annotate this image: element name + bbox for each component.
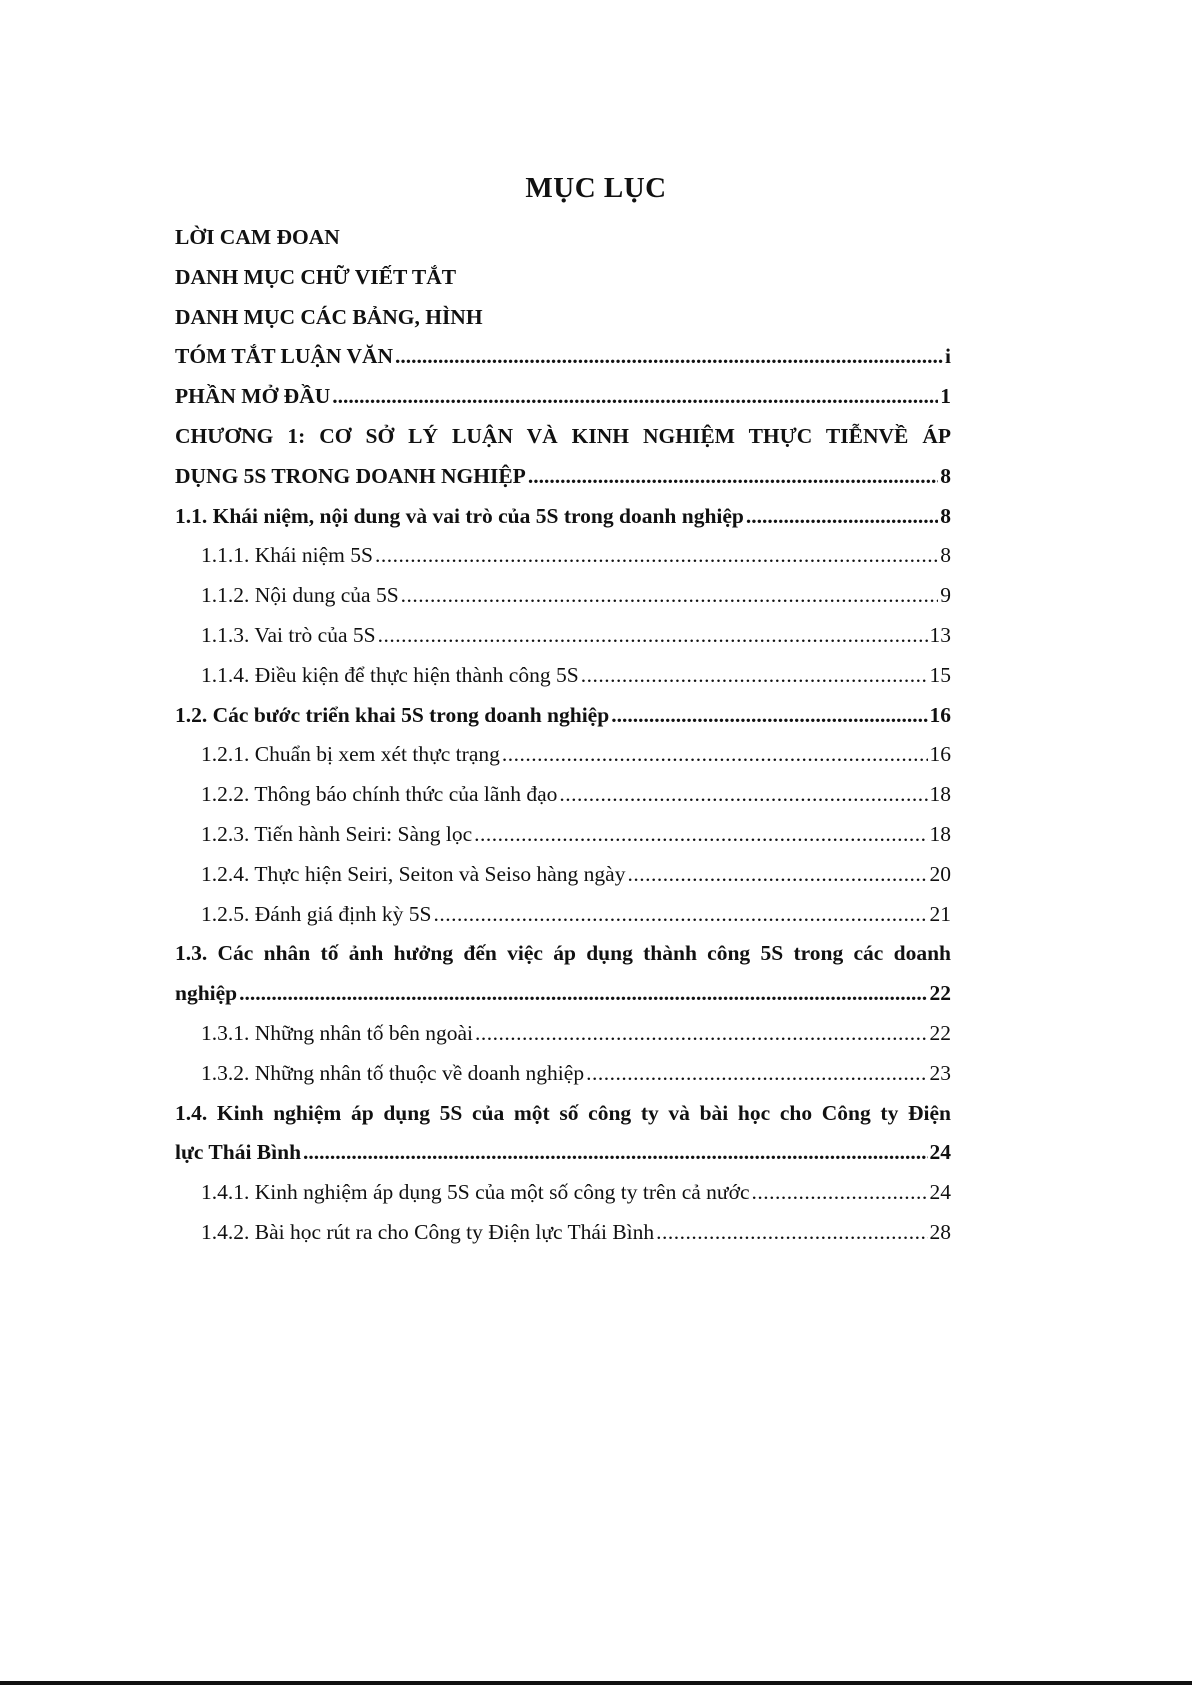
toc-entry-1-1-1[interactable] bbox=[175, 536, 951, 576]
toc-entry-chuong-1[interactable] bbox=[175, 417, 951, 457]
toc-page-number: 8 bbox=[940, 503, 951, 528]
toc-entry-label: 1.2.5. Đánh giá định kỳ 5S bbox=[201, 901, 432, 926]
toc-entry-1-4-1[interactable] bbox=[175, 1173, 951, 1213]
toc-entry-1-1[interactable] bbox=[175, 497, 951, 537]
toc-entry-label: 1.2.1. Chuẩn bị xem xét thực trạng bbox=[201, 742, 500, 767]
toc-entry-label: 1.1. Khái niệm, nội dung và vai trò của 5S trong doanh nghiệp bbox=[175, 503, 744, 528]
leader-dots bbox=[751, 1173, 927, 1213]
leader-dots bbox=[475, 1014, 927, 1054]
leader-dots bbox=[434, 895, 928, 935]
toc-entry-1-2-1[interactable] bbox=[175, 735, 951, 775]
toc-entry-label: 1.1.1. Khái niệm 5S bbox=[201, 543, 373, 568]
toc-entry-label: 1.2. Các bước triển khai 5S trong doanh nghiệp bbox=[175, 702, 610, 727]
toc-entry-danh-muc-bang-hinh[interactable] bbox=[175, 298, 951, 338]
toc-page-number: 24 bbox=[929, 1140, 951, 1165]
toc-entry-1-4[interactable] bbox=[175, 1094, 951, 1134]
toc-entry-label: 1.1.3. Vai trò của 5S bbox=[201, 622, 376, 647]
toc-page-number: 8 bbox=[940, 543, 951, 568]
toc-entry-label: 1.1.2. Nội dung của 5S bbox=[201, 583, 399, 608]
toc-entry-phan-mo-dau[interactable] bbox=[175, 377, 951, 417]
toc-entry-label: 1.1.4. Điều kiện để thực hiện thành công 5S bbox=[201, 662, 579, 687]
page-title: MỤC LỤC bbox=[525, 172, 667, 204]
toc-entry-label: 1.2.3. Tiến hành Seiri: Sàng lọc bbox=[201, 821, 473, 846]
toc-entry-label: 1.3. Các nhân tố ảnh hưởng đến việc áp dụng thành công 5S trong các doanh bbox=[175, 941, 951, 966]
toc-entry-1-2-3[interactable] bbox=[175, 815, 951, 855]
toc-entry-danh-muc-chu-viet-tat[interactable] bbox=[175, 258, 951, 298]
leader-dots bbox=[303, 1133, 927, 1173]
leader-dots bbox=[239, 974, 927, 1014]
toc-page-number: 9 bbox=[940, 583, 951, 608]
bottom-border bbox=[0, 1681, 1192, 1685]
leader-dots bbox=[586, 1054, 927, 1094]
toc-page-number: 1 bbox=[940, 384, 951, 409]
leader-dots bbox=[611, 696, 927, 736]
toc-entry-tom-tat[interactable] bbox=[175, 337, 951, 377]
toc-page-number: 23 bbox=[929, 1060, 951, 1085]
toc-page-number: 13 bbox=[929, 622, 951, 647]
toc-entry-1-2-4[interactable] bbox=[175, 855, 951, 895]
leader-dots bbox=[474, 815, 927, 855]
toc-entry-label: nghiệp bbox=[175, 981, 238, 1006]
toc-page-number: 22 bbox=[929, 981, 951, 1006]
table-of-contents bbox=[175, 218, 951, 1253]
toc-entry-label: TÓM TẮT LUẬN VĂN bbox=[175, 344, 394, 369]
toc-page-number: 24 bbox=[929, 1180, 951, 1205]
leader-dots bbox=[401, 576, 939, 616]
toc-entry-1-1-4[interactable] bbox=[175, 656, 951, 696]
toc-page-number: 21 bbox=[929, 901, 951, 926]
toc-entry-label: 1.2.4. Thực hiện Seiri, Seiton và Seiso hàng ngày bbox=[201, 861, 626, 886]
toc-entry-chuong-1-cont[interactable] bbox=[175, 457, 951, 497]
toc-entry-1-2[interactable] bbox=[175, 696, 951, 736]
leader-dots bbox=[378, 616, 928, 656]
toc-page-number: 8 bbox=[940, 463, 951, 488]
leader-dots bbox=[395, 337, 943, 377]
toc-entry-label: DỤNG 5S TRONG DOANH NGHIỆP bbox=[175, 463, 526, 488]
toc-entry-1-3-2[interactable] bbox=[175, 1054, 951, 1094]
toc-entry-1-2-5[interactable] bbox=[175, 895, 951, 935]
toc-entry-label: 1.4.1. Kinh nghiệm áp dụng 5S của một số công ty trên cả nước bbox=[201, 1180, 750, 1205]
toc-entry-1-3-cont[interactable] bbox=[175, 974, 951, 1014]
toc-page-number: i bbox=[945, 344, 951, 369]
toc-entry-label: lực Thái Bình bbox=[175, 1140, 302, 1165]
toc-entry-label: 1.3.2. Những nhân tố thuộc về doanh nghiệp bbox=[201, 1060, 585, 1085]
toc-page-number: 22 bbox=[929, 1020, 951, 1045]
toc-entry-1-4-2[interactable] bbox=[175, 1213, 951, 1253]
leader-dots bbox=[656, 1213, 927, 1253]
toc-page-number: 16 bbox=[929, 702, 951, 727]
toc-entry-1-1-3[interactable] bbox=[175, 616, 951, 656]
toc-entry-loi-cam-doan[interactable] bbox=[175, 218, 951, 258]
toc-page-number: 16 bbox=[929, 742, 951, 767]
toc-entry-label: 1.4. Kinh nghiệm áp dụng 5S của một số công ty và bài học cho Công ty Điện bbox=[175, 1100, 951, 1125]
leader-dots bbox=[528, 457, 938, 497]
toc-entry-label: DANH MỤC CÁC BẢNG, HÌNH bbox=[175, 304, 483, 329]
toc-entry-label: LỜI CAM ĐOAN bbox=[175, 225, 340, 249]
leader-dots bbox=[746, 497, 938, 537]
toc-entry-label: DANH MỤC CHỮ VIẾT TẮT bbox=[175, 264, 457, 289]
toc-entry-1-3-1[interactable] bbox=[175, 1014, 951, 1054]
toc-entry-label: CHƯƠNG 1: CƠ SỞ LÝ LUẬN VÀ KINH NGHIỆM THỰC TIỄNVỀ ÁP bbox=[175, 423, 951, 448]
toc-page-number: 15 bbox=[929, 662, 951, 687]
toc-entry-label: 1.4.2. Bài học rút ra cho Công ty Điện lực Thái Bình bbox=[201, 1219, 655, 1244]
toc-page-number: 20 bbox=[929, 861, 951, 886]
toc-page-number: 18 bbox=[929, 782, 951, 807]
toc-entry-1-4-cont[interactable] bbox=[175, 1133, 951, 1173]
toc-page-number: 18 bbox=[929, 821, 951, 846]
leader-dots bbox=[332, 377, 938, 417]
toc-entry-1-1-2[interactable] bbox=[175, 576, 951, 616]
toc-entry-label: 1.3.1. Những nhân tố bên ngoài bbox=[201, 1020, 474, 1045]
leader-dots bbox=[375, 536, 938, 576]
toc-page-number: 28 bbox=[929, 1219, 951, 1244]
leader-dots bbox=[559, 775, 927, 815]
leader-dots bbox=[581, 656, 928, 696]
toc-entry-1-2-2[interactable] bbox=[175, 775, 951, 815]
toc-entry-1-3[interactable] bbox=[175, 934, 951, 974]
toc-entry-label: 1.2.2. Thông báo chính thức của lãnh đạo bbox=[201, 782, 558, 807]
leader-dots bbox=[627, 855, 927, 895]
leader-dots bbox=[502, 735, 928, 775]
toc-entry-label: PHẦN MỞ ĐẦU bbox=[175, 384, 331, 409]
